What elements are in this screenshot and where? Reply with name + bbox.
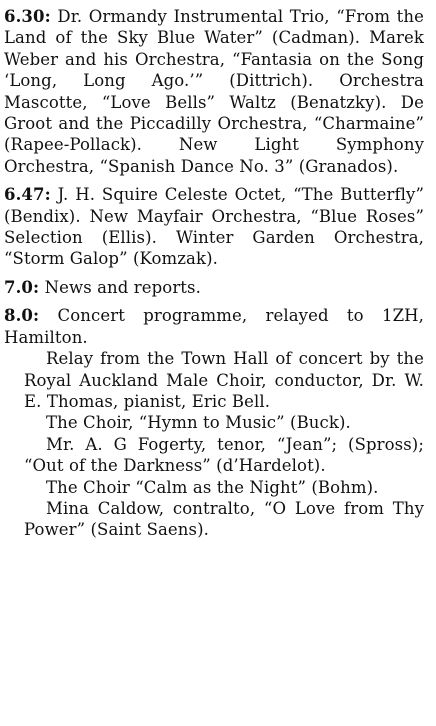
program-entry — [4, 305, 424, 540]
concert-paragraph: The Choir, “Hymn to Music” (Buck). — [46, 413, 351, 433]
entry-time: 6.30: — [4, 7, 51, 26]
entry-time: 7.0: — [4, 277, 40, 297]
entry-time: 6.47: — [4, 185, 51, 205]
concert-paragraph: Relay from the Town Hall of concert by the Royal Auckland Male Choir, conductor, Dr. W. E. Thomas, pianist, Eric Bell. — [24, 349, 424, 411]
program-entry — [4, 184, 424, 270]
entry-time: 8.0: — [4, 306, 40, 326]
program-listing-column — [4, 6, 424, 548]
concert-paragraph: The Choir “Calm as the Night” (Bohm). — [46, 477, 379, 497]
entry-text: J. H. Squire Celeste Octet, “The Butterfly” (Bendix). New Mayfair Orchestra, “Blue Roses” Selection (Ellis). Winter Garden Orchestra, “Storm Galop” (Komzak). — [4, 185, 424, 269]
entry-intro — [4, 305, 424, 348]
concert-paragraph: Mina Caldow, contralto, “O Love from Thy Power” (Saint Saens). — [24, 498, 424, 540]
entry-text: Dr. Ormandy Instrumental Trio, “From the Land of the Sky Blue Water” (Cadman). Marek Weber and his Orchestra, “Fantasia on the Song ‘Long, Long Ago.’” (Dittrich). Orchestra Mascotte, “Love Bells” Waltz (Benatzky). De Groot and the Piccadilly Orchestra, “Charmaine” (Rapee-Pollack). New Light Symphony Orchestra, “Spanish Dance No. 3” (Granados). — [4, 7, 424, 176]
program-entry — [4, 277, 424, 298]
program-entry — [4, 6, 424, 177]
entry-text: News and reports. — [44, 277, 201, 297]
entry-text: Concert programme, relayed to 1ZH, Hamilton. — [4, 306, 424, 347]
concert-paragraph: Mr. A. G Fogerty, tenor, “Jean”; (Spross); “Out of the Darkness” (d’Hardelot). — [24, 434, 424, 476]
